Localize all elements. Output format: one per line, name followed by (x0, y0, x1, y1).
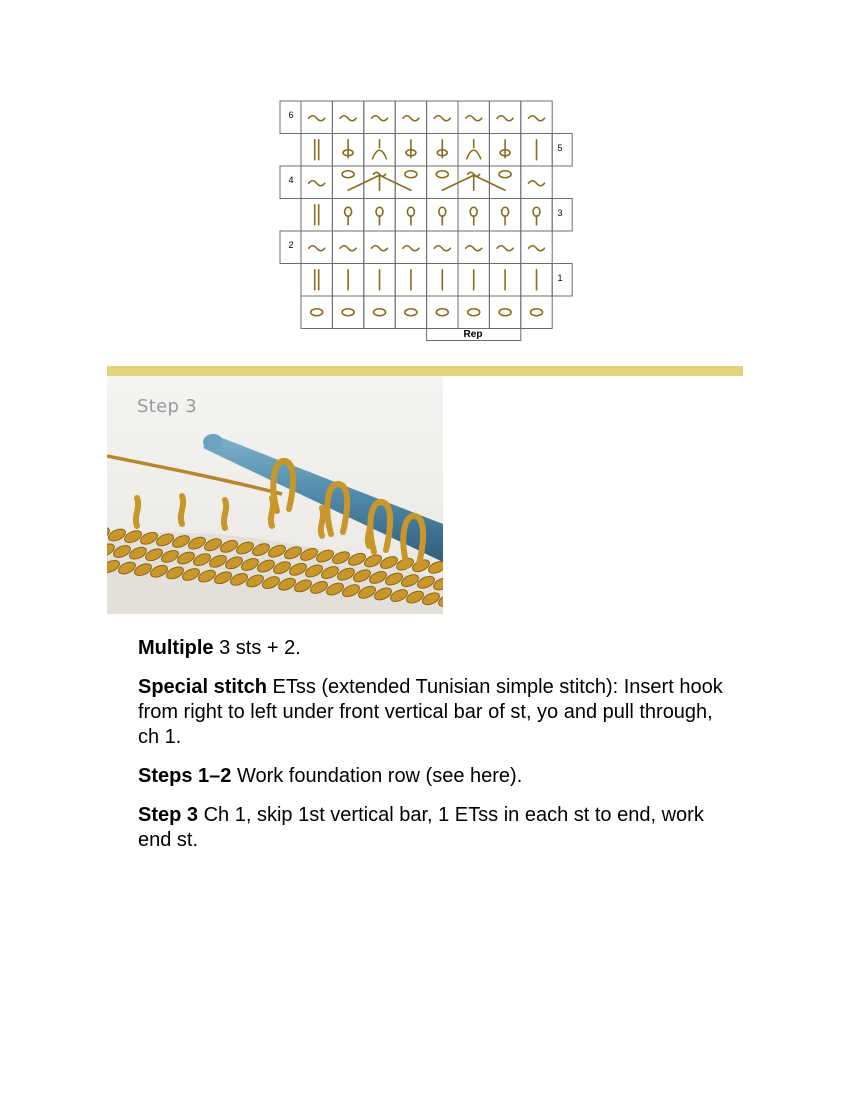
symbol-etss (407, 207, 414, 216)
chart-cell (364, 296, 395, 329)
symbol-chain (342, 171, 354, 178)
symbol-cluster (467, 150, 481, 159)
symbol-chain (531, 309, 543, 316)
symbol-return-pass (434, 246, 450, 251)
symbol-return-pass (340, 116, 356, 121)
symbol-chain (468, 309, 480, 316)
symbol-chain (311, 309, 323, 316)
row-number-5: 5 (557, 143, 563, 153)
symbol-return-pass (309, 181, 325, 186)
yarn-post (224, 500, 226, 528)
chart-grid (280, 101, 572, 341)
chart-cell (458, 199, 489, 232)
symbol-etss (502, 207, 509, 216)
row-number-2: 2 (288, 240, 294, 250)
yarn-post (136, 498, 138, 526)
chart-cell (364, 199, 395, 232)
symbol-chain (405, 171, 417, 178)
chart-cell (458, 296, 489, 329)
chart-cell (301, 134, 332, 167)
symbol-return-pass (497, 246, 513, 251)
symbol-etss (470, 207, 477, 216)
symbol-etss (439, 207, 446, 216)
stitch-chart (275, 96, 575, 346)
symbol-chain (374, 309, 386, 316)
stitch-chart-svg (275, 96, 575, 346)
symbol-return-pass (372, 116, 388, 121)
chart-cell (332, 296, 363, 329)
instruction-multiple: Multiple 3 sts + 2. (138, 637, 301, 659)
symbol-return-pass (497, 116, 513, 121)
symbol-chain (499, 309, 511, 316)
instruction-steps-1-2: Steps 1–2 Work foundation row (see here). (138, 765, 523, 787)
chart-cell (301, 264, 332, 297)
symbol-return-pass (466, 246, 482, 251)
chart-cell (521, 296, 552, 329)
symbol-chain (342, 309, 354, 316)
row-number-6: 6 (288, 110, 294, 120)
chart-cell (301, 296, 332, 329)
chart-cell (395, 199, 426, 232)
symbol-etss (345, 207, 352, 216)
symbol-return-pass (529, 246, 545, 251)
row-number-1: 1 (557, 273, 563, 283)
symbol-return-pass (403, 116, 419, 121)
chart-cell (427, 199, 458, 232)
instruction-special-stitch: Special stitch ETss (extended Tunisian simple stitch): Insert hook from right to left under front vertical bar of st, yo and pull through, ch 1. (138, 676, 723, 748)
symbol-return-pass (372, 246, 388, 251)
chart-cell (301, 199, 332, 232)
symbol-chain (405, 309, 417, 316)
symbol-cluster (373, 150, 387, 159)
chart-cell (489, 296, 520, 329)
chart-cell (395, 296, 426, 329)
symbol-return-pass (309, 246, 325, 251)
symbol-chain (436, 171, 448, 178)
symbol-return-pass (529, 181, 545, 186)
chart-cell (489, 199, 520, 232)
symbol-return-pass (466, 116, 482, 121)
symbol-return-pass (529, 116, 545, 121)
chart-cell (427, 296, 458, 329)
repeat-label: Rep (463, 329, 483, 340)
row-number-4: 4 (288, 175, 294, 185)
symbol-return-pass (434, 116, 450, 121)
instruction-step-3: Step 3 Ch 1, skip 1st vertical bar, 1 ETss in each st to end, work end st. (138, 804, 704, 851)
chart-cell (332, 199, 363, 232)
symbol-return-pass (340, 246, 356, 251)
step-3-photo (107, 376, 443, 614)
symbol-return-pass (403, 246, 419, 251)
section-divider-band (107, 366, 743, 376)
row-number-3: 3 (557, 208, 563, 218)
yarn-post (321, 508, 323, 536)
chart-cell (521, 199, 552, 232)
symbol-chain (436, 309, 448, 316)
photo-step-label: Step 3 (137, 396, 197, 417)
instructions (138, 636, 738, 867)
symbol-return-pass (309, 116, 325, 121)
yarn-post (181, 496, 183, 524)
symbol-etss (533, 207, 540, 216)
symbol-chain (499, 171, 511, 178)
symbol-etss (376, 207, 383, 216)
